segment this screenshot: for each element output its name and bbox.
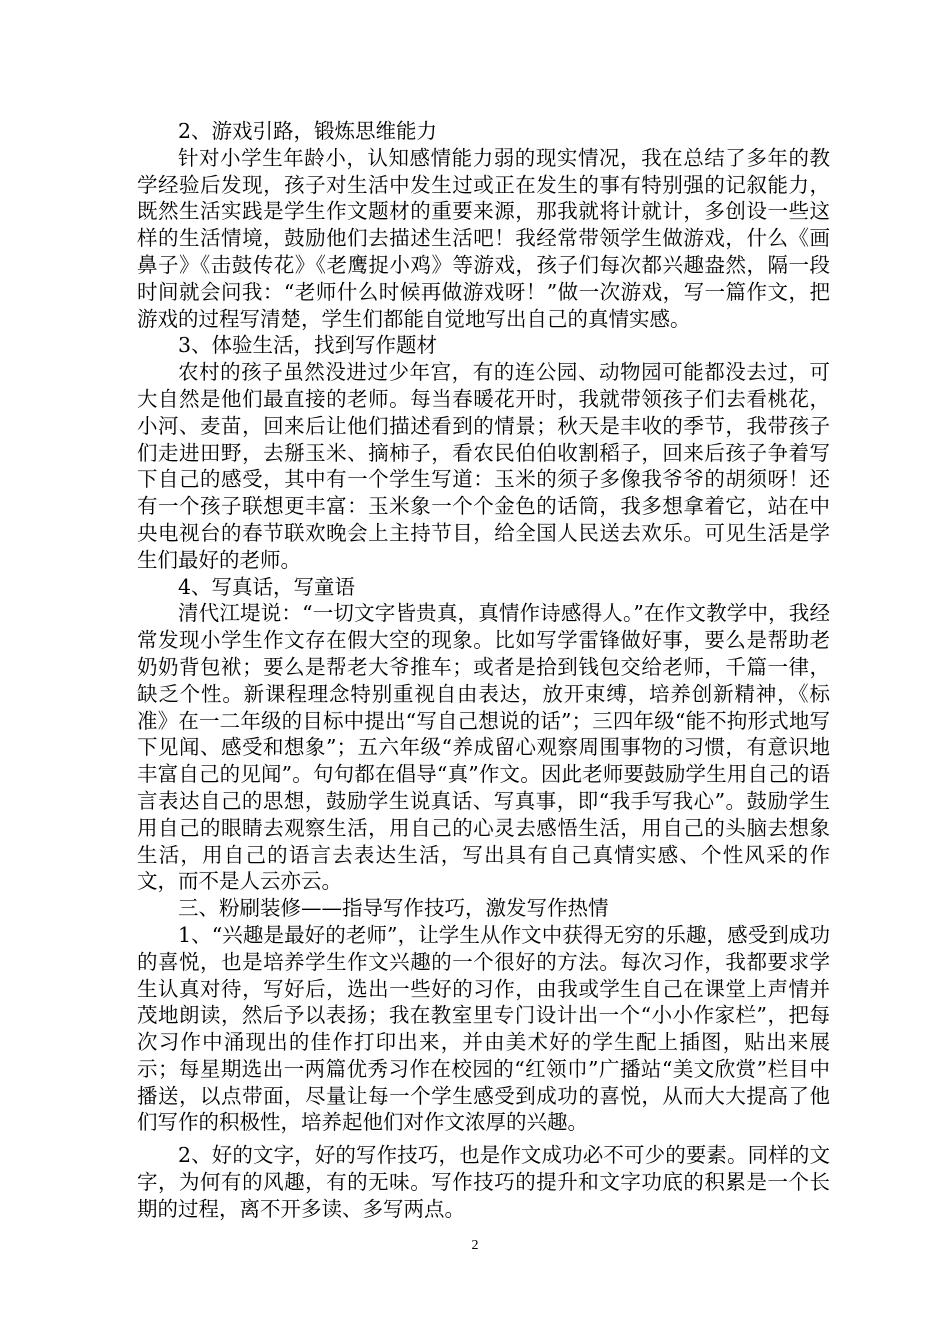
heading-write-truth: 4、写真话，写童语 bbox=[178, 574, 356, 599]
paragraph-write-truth: 清代江堤说：“一切文字皆贵真，真情作诗感得人。”在作文教学中，我经常发现小学生作文存在假大空的现象。比如写学雷锋做好事，要么是帮助老奶奶背包袱；要么是帮老大爷推车；或者是拾到钱包交给老师，千篇一律，缺乏个性。新课程理念特别重视自由表达，放开束缚，培养创新精神，《标准》在一二年级的目标中提出“写自己想说的话”；三四年级“能不拘形式地写下见闻、感受和想象”；五六年级“养成留心观察周围事物的习惯，有意识地丰富自己的见闻”。句句都在倡导“真”作文。因此老师要鼓励学生用自己的语言表达自己的思想，鼓励学生说真话、写真事，即“我手写我心”。鼓励学生用自己的眼睛去观察生活，用自己的心灵去感悟生活，用自己的头脑去想象生活，用自己的语言去表达生活，写出具有自己真情实感、个性风采的作文，而不是人云亦云。 bbox=[137, 601, 830, 894]
heading-game-guide: 2、游戏引路，锻炼思维能力 bbox=[178, 119, 438, 143]
page-number: 2 bbox=[471, 1238, 479, 1253]
heading-experience-life: 3、体验生活，找到写作题材 bbox=[178, 333, 438, 358]
heading-section-three: 三、粉刷装修——指导写作技巧，激发写作热情 bbox=[178, 896, 609, 921]
paragraph-experience-life: 农村的孩子虽然没进过少年宫，有的连公园、动物园可能都没去过，可大自然是他们最直接的老师。每当春暖花开时，我就带领孩子们去看桃花，小河、麦苗，回来后让他们描述看到的情景；秋天是丰收的季节，我带孩子们走进田野，去掰玉米、摘柿子，看农民伯伯收割稻子，回来后孩子争着写下自己的感受，其中有一个学生写道：玉米的须子多像我爷爷的胡须呀！还有一个孩子联想更丰富：玉米象一个个金色的话筒，我多想拿着它，站在中央电视台的春节联欢晚会上主持节目，给全国人民送去欢乐。可见生活是学生们最好的老师。 bbox=[137, 360, 830, 572]
document-body bbox=[137, 118, 830, 1223]
paragraph-interest: 1、“兴趣是最好的老师”，让学生从作文中获得无穷的乐趣，感受到成功的喜悦，也是培养学生作文兴趣的一个很好的方法。每次习作，我都要求学生认真对待，写好后，选出一些好的习作，由我或学生自己在课堂上声情并茂地朗读，然后予以表扬；我在教室里专门设计出一个“小小作家栏”，把每次习作中涌现出的佳作打印出来，并由美术好的学生配上插图，贴出来展示；每星期选出一两篇优秀习作在校园的“红领巾”广播站“美文欣赏”栏目中播送，以点带面，尽量让每一个学生感受到成功的喜悦，从而大大提高了他们写作的积极性，培养起他们对作文浓厚的兴趣。 bbox=[137, 922, 830, 1135]
paragraph-game-guide: 针对小学生年龄小，认知感情能力弱的现实情况，我在总结了多年的教学经验后发现，孩子对生活中发生过或正在发生的事有特别强的记叙能力，既然生活实践是学生作文题材的重要来源，那我就将计就计，多创设一些这样的生活情境，鼓励他们去描述生活吧！我经常带领学生做游戏，什么《画鼻子》《击鼓传花》《老鹰捉小鸡》等游戏，孩子们每次都兴趣盎然，隔一段时间就会问我：“老师什么时候再做游戏呀！”做一次游戏，写一篇作文，把游戏的过程写清楚，学生们都能自觉地写出自己的真情实感。 bbox=[137, 145, 830, 331]
paragraph-writing-skill: 2、好的文字，好的写作技巧，也是作文成功必不可少的要素。同样的文字，为何有的风趣，有的无味。写作技巧的提升和文字功底的积累是一个长期的过程，离不开多读、多写两点。 bbox=[137, 1143, 830, 1221]
